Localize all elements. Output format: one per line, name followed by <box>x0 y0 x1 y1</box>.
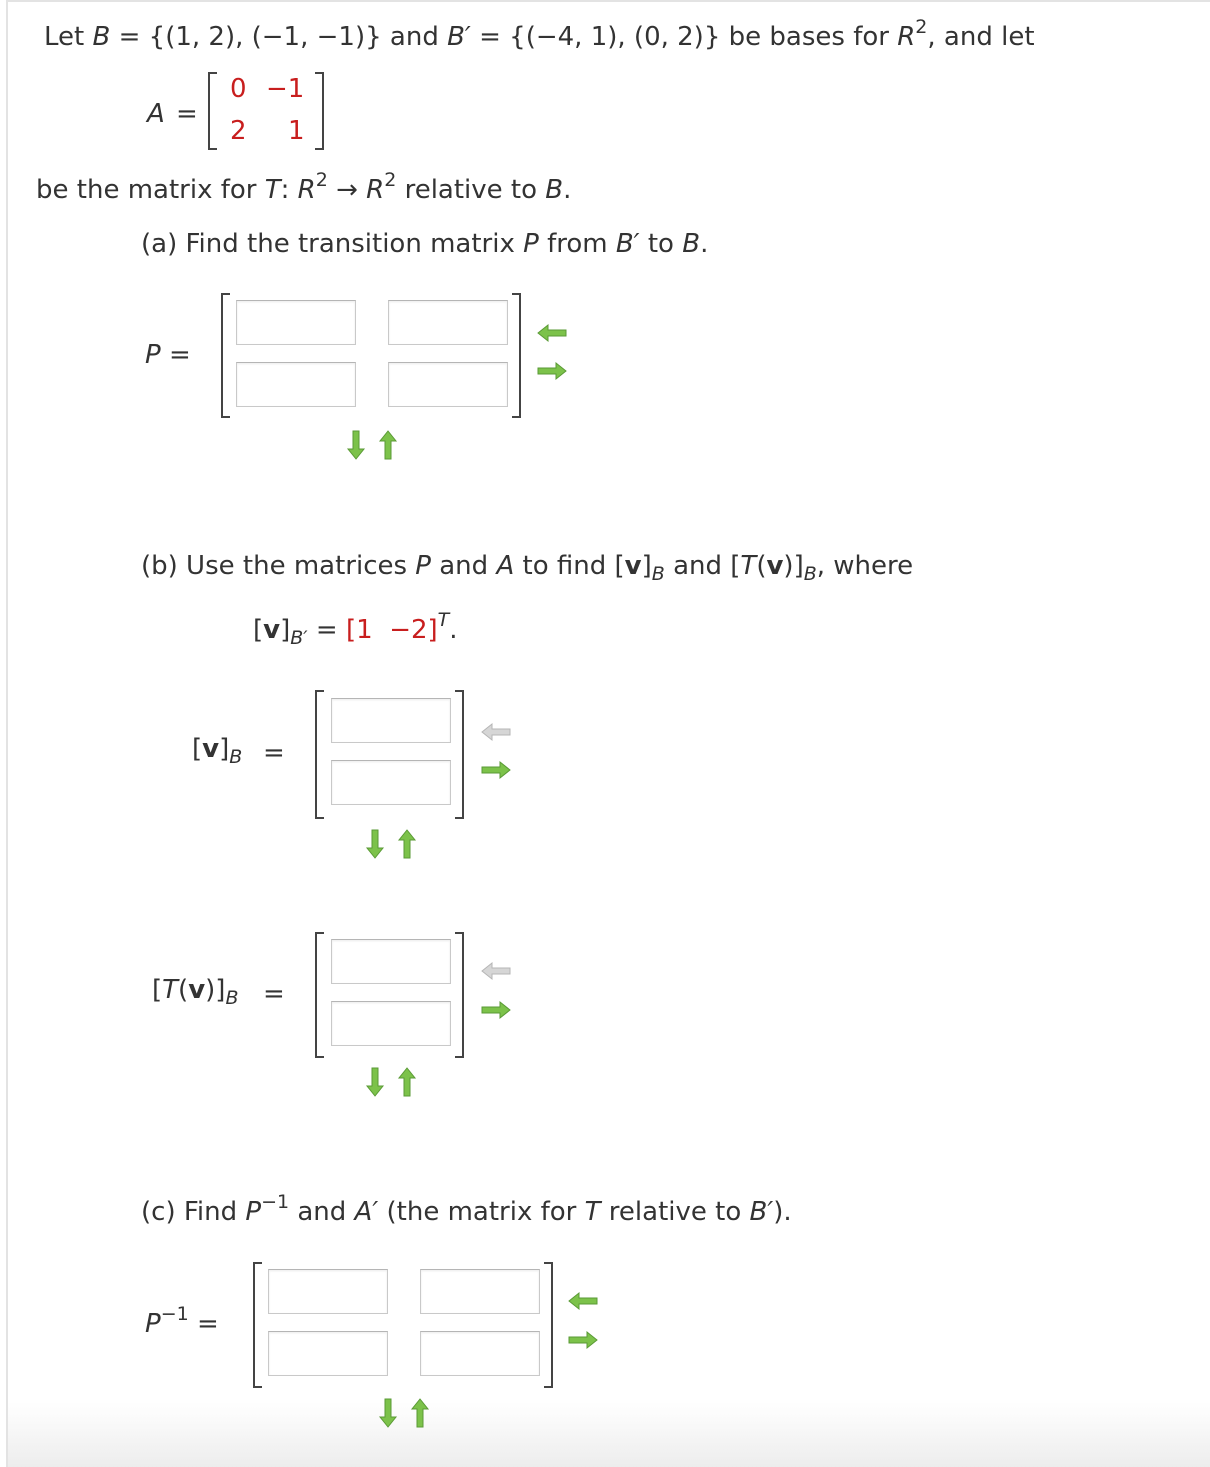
vb-cell[interactable] <box>331 698 451 743</box>
add-row-arrow-icon[interactable] <box>364 1067 386 1097</box>
part-a-answer-label: P = <box>145 340 191 370</box>
vb-right-bracket <box>455 690 464 819</box>
part-c-answer-label: $P^{-1}$ = <box>145 1303 219 1339</box>
add-column-arrow-icon[interactable] <box>537 360 567 382</box>
part-a-prompt: (a) Find the transition matrix P from B′ to B. <box>141 229 709 259</box>
matrix-a-cell: 0 <box>230 74 247 104</box>
tvb-label: $[T(v)]_B$ <box>152 975 239 1009</box>
matrix-a-label: A <box>147 99 165 129</box>
tvb-cell[interactable] <box>331 939 451 984</box>
part-c-right-bracket <box>544 1262 553 1388</box>
matrix-a-cell: 2 <box>230 116 247 146</box>
remove-row-arrow-icon[interactable] <box>396 829 418 859</box>
part-b-prompt: (b) Use the matrices P and A to find $[v]_B$ and $[T(v)]_B$, where <box>141 551 914 585</box>
add-column-arrow-icon[interactable] <box>481 759 511 781</box>
matrix-p-cell[interactable] <box>236 362 356 407</box>
matrix-a-left-bracket <box>208 72 217 150</box>
remove-column-arrow-icon[interactable] <box>537 322 567 344</box>
matrix-a-right-bracket <box>315 72 324 150</box>
add-column-arrow-icon[interactable] <box>481 999 511 1021</box>
matrix-p-cell[interactable] <box>388 300 508 345</box>
matrix-pinv-cell[interactable] <box>420 1331 540 1376</box>
vb-cell[interactable] <box>331 760 451 805</box>
remove-row-arrow-icon[interactable] <box>396 1067 418 1097</box>
part-a-right-bracket <box>512 293 521 418</box>
vb-label: $[v]_B$ <box>192 734 243 768</box>
vb-left-bracket <box>315 690 324 819</box>
tvb-right-bracket <box>455 932 464 1058</box>
matrix-pinv-cell[interactable] <box>268 1269 388 1314</box>
remove-row-arrow-icon[interactable] <box>409 1398 431 1428</box>
page-frame <box>6 0 1210 1467</box>
remove-row-arrow-icon[interactable] <box>377 430 399 460</box>
matrix-p-cell[interactable] <box>236 300 356 345</box>
matrix-a-cell: −1 <box>266 74 305 104</box>
part-c-prompt: (c) Find $P^{-1}$ and A′ (the matrix for T relative to B′). <box>141 1191 792 1227</box>
remove-column-arrow-icon[interactable] <box>568 1290 598 1312</box>
add-row-arrow-icon[interactable] <box>345 430 367 460</box>
matrix-p-cell[interactable] <box>388 362 508 407</box>
tvb-cell[interactable] <box>331 1001 451 1046</box>
matrix-a-cell: 1 <box>288 116 305 146</box>
given-vector: $[v]_{B'} = [1 -2]^T$. <box>253 609 458 649</box>
matrix-a-eq: = <box>176 99 198 129</box>
add-row-arrow-icon[interactable] <box>377 1398 399 1428</box>
part-c-left-bracket <box>253 1262 262 1388</box>
remove-column-arrow-icon <box>481 721 511 743</box>
vb-eq: = <box>263 738 285 768</box>
remove-column-arrow-icon <box>481 960 511 982</box>
tvb-left-bracket <box>315 932 324 1058</box>
matrix-pinv-cell[interactable] <box>268 1331 388 1376</box>
problem-statement: Let B = {(1, 2), (−1, −1)} and B′ = {(−4, 1), (0, 2)} be bases for $R^2$, and let <box>44 16 1035 52</box>
relative-statement: be the matrix for T: $R^2 \to R^2$ relative to B. <box>36 169 572 205</box>
part-a-left-bracket <box>221 293 230 418</box>
add-column-arrow-icon[interactable] <box>568 1329 598 1351</box>
matrix-pinv-cell[interactable] <box>420 1269 540 1314</box>
tvb-eq: = <box>263 979 285 1009</box>
add-row-arrow-icon[interactable] <box>364 829 386 859</box>
